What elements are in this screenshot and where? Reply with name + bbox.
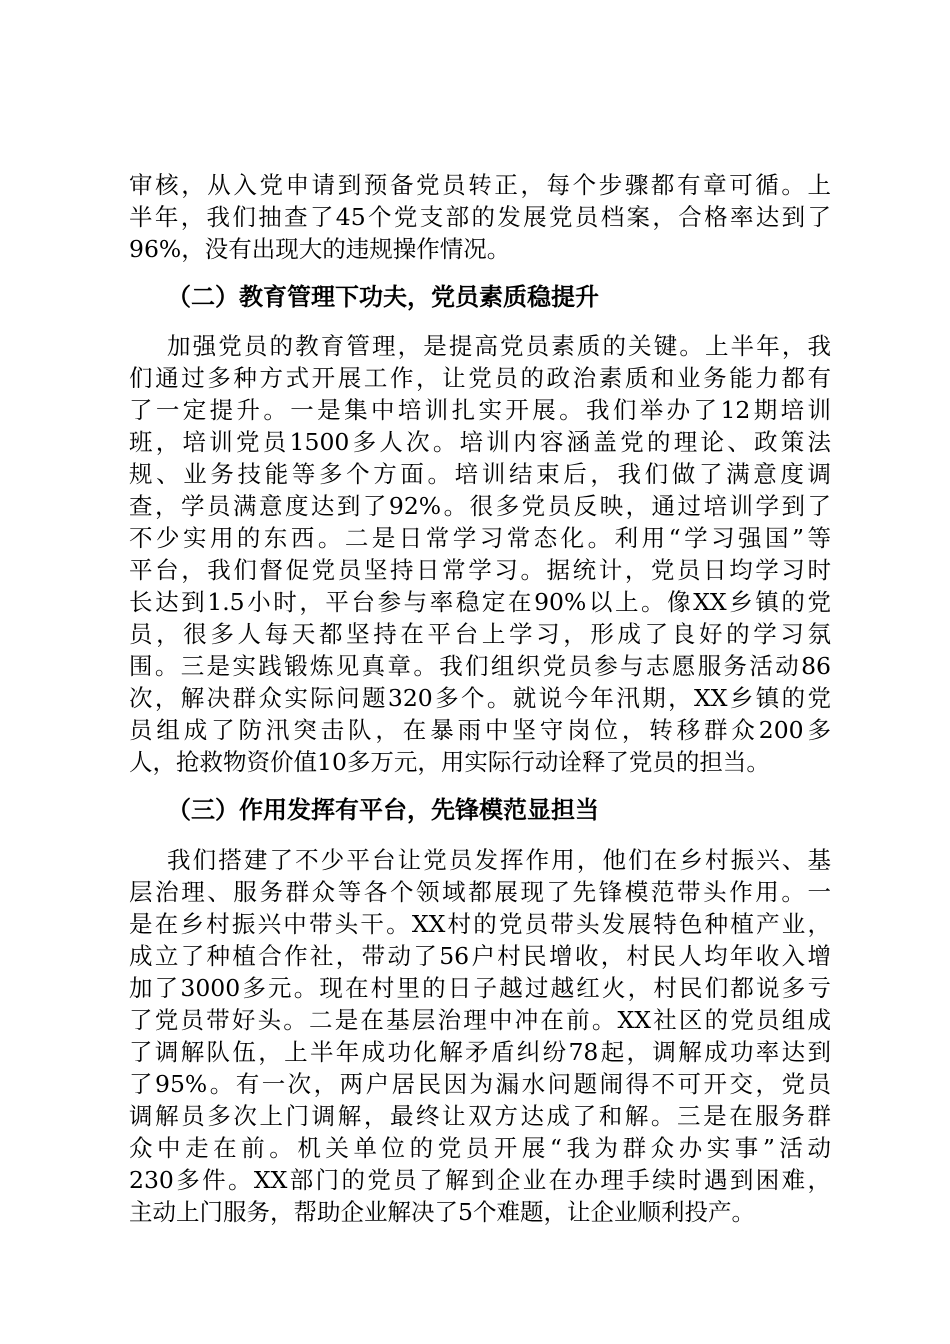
paragraph-line: 层治理、服务群众等各个领域都展现了先锋模范带头作用。一 [129, 878, 831, 906]
paragraph-line: 我们搭建了不少平台让党员发挥作用，他们在乡村振兴、基 [167, 846, 831, 874]
paragraph-line: 查，学员满意度达到了92%。很多党员反映，通过培训学到了 [129, 492, 831, 520]
paragraph-line: 审核，从入党申请到预备党员转正，每个步骤都有章可循。上 [129, 171, 831, 199]
paragraph-line: 96%，没有出现大的违规操作情况。 [129, 235, 511, 263]
paragraph-line: 是在乡村振兴中带头干。XX村的党员带头发展特色种植产业， [129, 910, 831, 938]
paragraph-line: 规、业务技能等多个方面。培训结束后，我们做了满意度调 [129, 460, 831, 488]
paragraph-line: 员，很多人每天都坚持在平台上学习，形成了良好的学习氛 [129, 620, 831, 648]
paragraph-line: 了调解队伍，上半年成功化解矛盾纠纷78起，调解成功率达到 [129, 1038, 831, 1066]
paragraph-line: 了一定提升。一是集中培训扎实开展。我们举办了12期培训 [129, 396, 831, 424]
paragraph-line: 围。三是实践锻炼见真章。我们组织党员参与志愿服务活动86 [129, 652, 831, 680]
paragraph-line: 员组成了防汛突击队，在暴雨中坚守岗位，转移群众200多 [129, 716, 831, 744]
paragraph-line: 加强党员的教育管理，是提高党员素质的关键。上半年，我 [167, 332, 831, 360]
paragraph-line: 调解员多次上门调解，最终让双方达成了和解。三是在服务群 [129, 1102, 831, 1130]
paragraph-line: 主动上门服务，帮助企业解决了5个难题，让企业顺利投产。 [129, 1198, 755, 1226]
paragraph-line: 平台，我们督促党员坚持日常学习。据统计，党员日均学习时 [129, 556, 831, 584]
paragraph-line: 们通过多种方式开展工作，让党员的政治素质和业务能力都有 [129, 364, 831, 392]
paragraph-line: 了党员带好头。二是在基层治理中冲在前。XX社区的党员组成 [129, 1006, 831, 1034]
paragraph-line: 班，培训党员1500多人次。培训内容涵盖党的理论、政策法 [129, 428, 831, 456]
paragraph-line: 次，解决群众实际问题320多个。就说今年汛期，XX乡镇的党 [129, 684, 831, 712]
paragraph-line: 不少实用的东西。二是日常学习常态化。利用“学习强国”等 [129, 524, 831, 552]
paragraph-line: 人，抢救物资价值10多万元，用实际行动诠释了党员的担当。 [129, 748, 770, 776]
paragraph-line: 半年，我们抽查了45个党支部的发展党员档案，合格率达到了 [129, 203, 831, 231]
paragraph-line: 230多件。XX部门的党员了解到企业在办理手续时遇到困难， [129, 1166, 831, 1194]
section-heading-3: （三）作用发挥有平台，先锋模范显担当 [167, 796, 599, 824]
paragraph-line: 众中走在前。机关单位的党员开展“我为群众办实事”活动 [129, 1134, 831, 1162]
paragraph-line: 长达到1.5小时，平台参与率稳定在90%以上。像XX乡镇的党 [129, 588, 831, 616]
paragraph-line: 了95%。有一次，两户居民因为漏水问题闹得不可开交，党员 [129, 1070, 831, 1098]
paragraph-line: 加了3000多元。现在村里的日子越过越红火，村民们都说多亏 [129, 974, 831, 1002]
section-heading-2: （二）教育管理下功夫，党员素质稳提升 [167, 283, 599, 311]
paragraph-line: 成立了种植合作社，带动了56户村民增收，村民人均年收入增 [129, 942, 831, 970]
